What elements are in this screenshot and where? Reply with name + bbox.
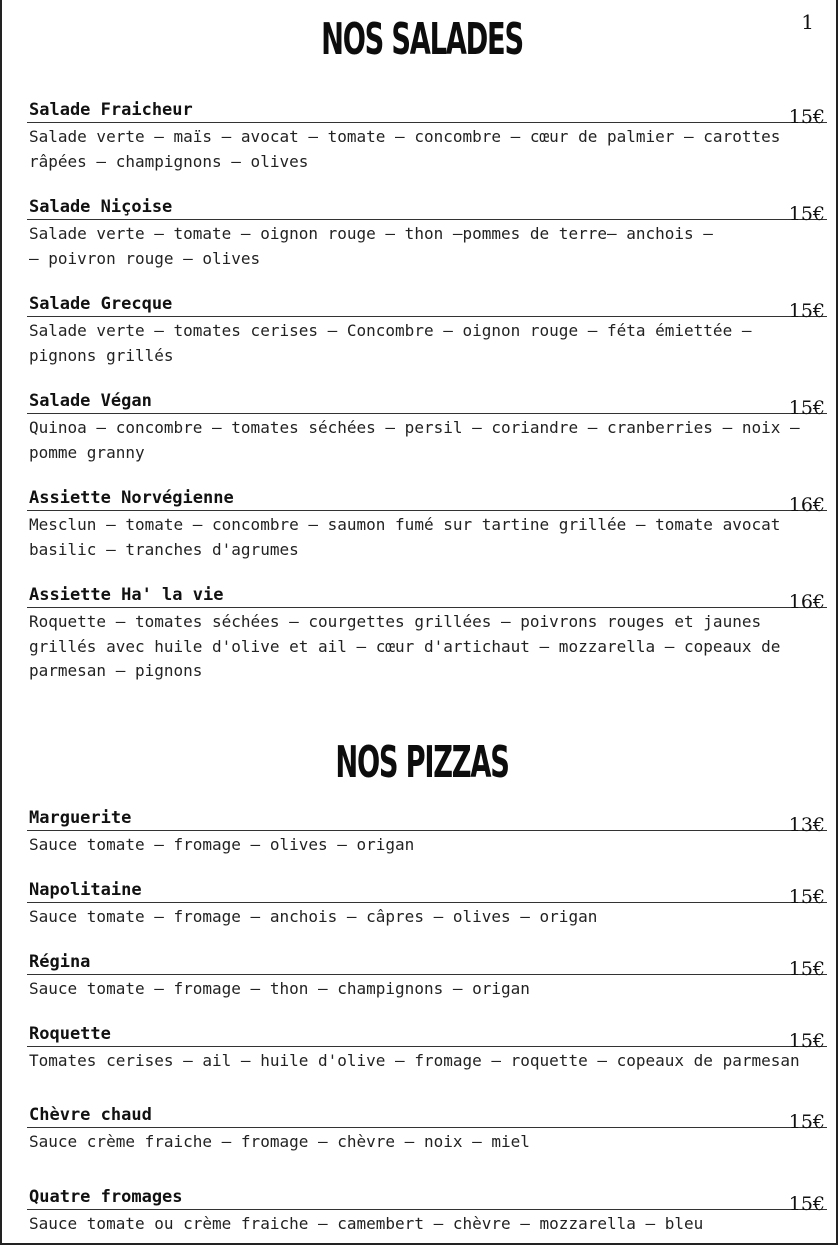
item-description: Sauce tomate – fromage – olives – origan <box>29 835 415 854</box>
pizza-item <box>27 948 827 1002</box>
item-description: Tomates cerises – ail – huile d'olive – fromage – roquette – copeaux de parmesan <box>29 1051 800 1070</box>
pizza-item <box>27 1020 827 1074</box>
item-price: 16€ <box>788 494 825 516</box>
item-header <box>27 193 827 225</box>
item-header <box>27 484 827 516</box>
item-price: 13€ <box>788 814 825 836</box>
item-header <box>27 581 827 613</box>
item-price: 15€ <box>788 397 825 419</box>
salad-item <box>27 387 827 465</box>
item-header <box>27 876 827 908</box>
salad-item <box>27 193 827 271</box>
pizzas-title: NOS PIZZAS <box>335 737 509 788</box>
item-description: Salade verte – maïs – avocat – tomate – concombre – cœur de palmier – carottes râpées – champignons – olives <box>29 127 781 171</box>
item-price: 15€ <box>788 300 825 322</box>
item-name: Salade Grecque <box>29 294 173 314</box>
item-name: Régina <box>29 952 91 972</box>
item-description: Sauce crème fraiche – fromage – chèvre – noix – miel <box>29 1132 530 1151</box>
item-price: 15€ <box>788 1030 825 1052</box>
item-name: Assiette Norvégienne <box>29 488 234 508</box>
salad-item <box>27 484 827 562</box>
item-price: 15€ <box>788 1193 825 1215</box>
item-description: Mesclun – tomate – concombre – saumon fumé sur tartine grillée – tomate avocat basilic – tranches d'agrumes <box>29 515 781 559</box>
item-price: 15€ <box>788 958 825 980</box>
item-price: 15€ <box>788 106 825 128</box>
item-name: Chèvre chaud <box>29 1105 152 1125</box>
item-header <box>27 948 827 980</box>
item-description: Sauce tomate – fromage – anchois – câpres – olives – origan <box>29 907 598 926</box>
pizza-item <box>27 1101 827 1155</box>
item-name: Salade Fraicheur <box>29 100 193 120</box>
item-name: Salade Niçoise <box>29 197 173 217</box>
item-price: 15€ <box>788 203 825 225</box>
item-description: Salade verte – tomate – oignon rouge – thon –pommes de terre– anchois – – poivron rouge – olives <box>29 224 713 268</box>
item-header <box>27 387 827 419</box>
item-header <box>27 1183 827 1215</box>
item-name: Quatre fromages <box>29 1187 183 1207</box>
item-header <box>27 290 827 322</box>
page-number: 1 <box>801 10 814 34</box>
item-name: Salade Végan <box>29 391 152 411</box>
item-description: Quinoa – concombre – tomates séchées – persil – coriandre – cranberries – noix – pomme granny <box>29 418 800 462</box>
item-header <box>27 1020 827 1052</box>
pizza-item <box>27 804 827 858</box>
item-price: 16€ <box>788 591 825 613</box>
item-header <box>27 804 827 836</box>
salad-item <box>27 581 827 684</box>
item-name: Assiette Ha' la vie <box>29 585 224 605</box>
item-description: Salade verte – tomates cerises – Concombre – oignon rouge – féta émiettée – pignons grillés <box>29 321 752 365</box>
item-header <box>27 96 827 128</box>
salads-title: NOS SALADES <box>321 14 523 65</box>
item-price: 15€ <box>788 886 825 908</box>
item-description: Sauce tomate – fromage – thon – champignons – origan <box>29 979 530 998</box>
item-name: Roquette <box>29 1024 111 1044</box>
item-price: 15€ <box>788 1111 825 1133</box>
item-name: Marguerite <box>29 808 132 828</box>
pizza-item <box>27 1183 827 1237</box>
item-header <box>27 1101 827 1133</box>
item-description: Roquette – tomates séchées – courgettes grillées – poivrons rouges et jaunes grillés avec huile d'olive et ail – cœur d'artichaut – mozzarella – copeaux de parmesan – pignons <box>29 612 781 680</box>
item-name: Napolitaine <box>29 880 142 900</box>
item-description: Sauce tomate ou crème fraiche – camembert – chèvre – mozzarella – bleu <box>29 1214 704 1233</box>
pizza-item <box>27 876 827 930</box>
salad-item <box>27 96 827 174</box>
salad-item <box>27 290 827 368</box>
